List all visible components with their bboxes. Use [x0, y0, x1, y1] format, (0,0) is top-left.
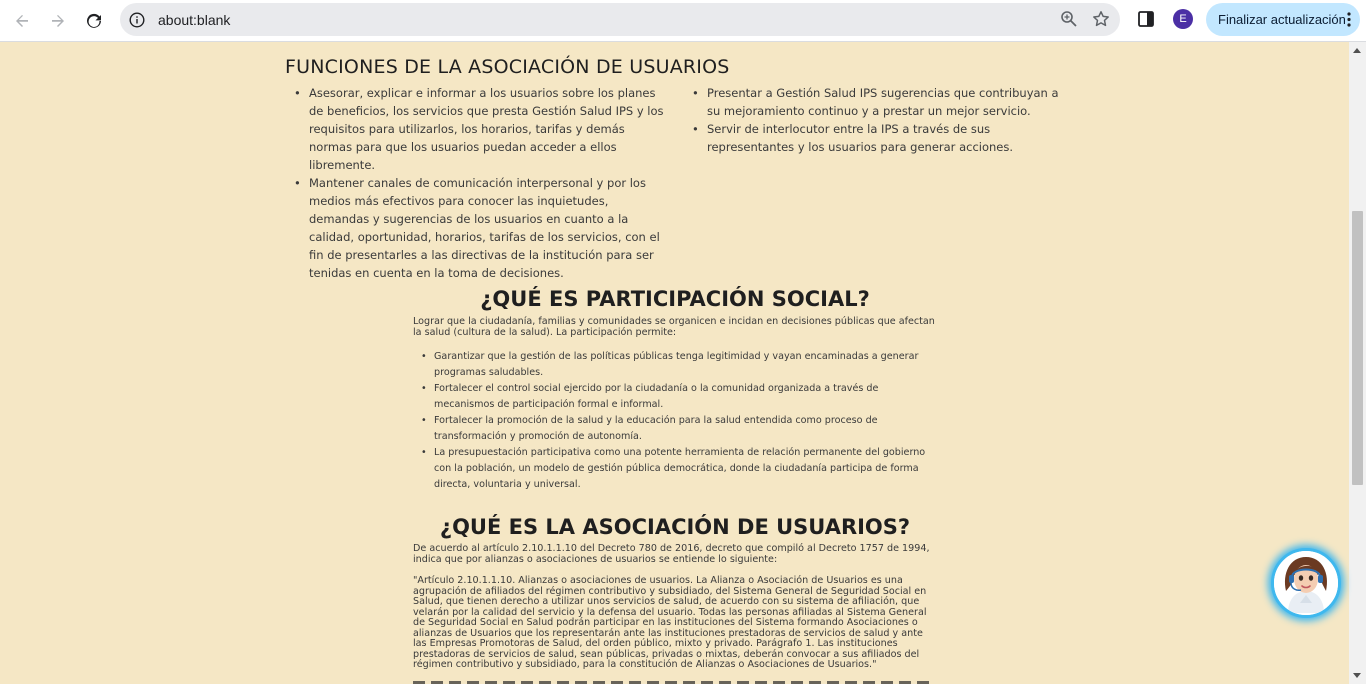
chat-assistant-button[interactable] — [1271, 548, 1341, 618]
page-content — [0, 42, 1349, 684]
participation-heading: ¿QUÉ ES PARTICIPACIÓN SOCIAL? — [480, 287, 870, 311]
profile-avatar[interactable]: E — [1173, 9, 1193, 29]
assistant-avatar-icon — [1274, 551, 1338, 615]
reload-button[interactable] — [80, 7, 108, 35]
participation-intro: Lograr que la ciudadanía, familias y comunidades se organicen e incidan en decisiones públicas que afectan la salud (cultura de la salud). La participación permite: — [413, 316, 935, 338]
reload-icon — [86, 13, 102, 29]
browser-toolbar — [0, 0, 1366, 42]
list-item: • Asesorar, explicar e informar a los usuarios sobre los planes de beneficios, los servicios que presta Gestión Salud IPS y los requisitos para utilizarlos, los horarios, tarifas y demás normas para que los usuarios puedan acceder a ellos libremente. — [292, 84, 667, 174]
scrollbar-thumb[interactable] — [1352, 211, 1363, 485]
forward-button[interactable] — [44, 7, 72, 35]
scroll-down-icon[interactable] — [1353, 673, 1361, 678]
list-item: • Fortalecer el control social ejercido por la ciudadanía o la comunidad organizada a través de mecanismos de participación formal e informal. — [413, 381, 935, 413]
update-button-label: Finalizar actualización — [1218, 12, 1346, 27]
side-panel-icon[interactable] — [1137, 10, 1157, 30]
page-scrollbar[interactable] — [1349, 42, 1366, 684]
list-item: • Mantener canales de comunicación interpersonal y por los medios más efectivos para conocer las inquietudes, demandas y sugerencias de los usuarios en cuanto a la calidad, oportunidad, horarios, tarifas de los servicios, con el fin de presentarles a las directivas de la institución para ser tenidas en cuenta en la toma de decisiones. — [292, 174, 667, 282]
association-intro: De acuerdo al artículo 2.10.1.1.10 del Decreto 780 de 2016, decreto que compiló al Decreto 1757 de 1994, indica que por alianzas o asociaciones de usuarios se entiende lo siguiente: — [413, 543, 930, 565]
functions-left-column — [292, 84, 667, 282]
back-button[interactable] — [8, 7, 36, 35]
address-bar[interactable] — [120, 3, 1120, 36]
functions-right-column — [690, 84, 1065, 156]
list-item: • Servir de interlocutor entre la IPS a través de sus representantes y los usuarios para generar acciones. — [690, 120, 1065, 156]
list-item: • Fortalecer la promoción de la salud y la educación para la salud entendida como proceso de transformación y promoción de autonomía. — [413, 413, 935, 445]
association-heading: ¿QUÉ ES LA ASOCIACIÓN DE USUARIOS? — [439, 515, 911, 539]
zoom-icon[interactable] — [1060, 10, 1078, 32]
arrow-right-icon — [50, 13, 66, 29]
more-vertical-icon[interactable] — [1347, 12, 1351, 30]
bookmark-star-icon[interactable] — [1092, 10, 1110, 32]
list-item: • La presupuestación participativa como una potente herramienta de relación permanente del gobierno con la población, un modelo de gestión pública democrática, donde la ciudadanía participa de forma directa, voluntaria y universal. — [413, 445, 935, 493]
list-item: • Garantizar que la gestión de las políticas públicas tenga legitimidad y vayan encaminadas a generar programas saludables. — [413, 349, 935, 381]
site-info-icon[interactable] — [128, 11, 146, 29]
next-heading-clipped — [413, 678, 935, 684]
arrow-left-icon — [14, 13, 30, 29]
list-item: • Presentar a Gestión Salud IPS sugerencias que contribuyan a su mejoramiento continuo y a prestar un mejor servicio. — [690, 84, 1065, 120]
association-quote: "Artículo 2.10.1.1.10. Alianzas o asociaciones de usuarios. La Alianza o Asociación de Usuarios es una agrupación de afiliados del régimen contributivo y subsidiado, del Sistema General de Seguridad Social en Salud, que tienen derecho a utilizar unos servicios de salud, de acuerdo con su sistema de afiliación, que velarán por la calidad del servicio y la defensa del usuario. Todas las personas afiliadas al Sistema General de Seguridad Social en Salud podrán participar en las instituciones del Sistema formando Asociaciones o alianzas de Usuarios que los representarán ante las instituciones prestadoras de servicios de salud y ante las Empresas Promotoras de Salud, del orden público, mixto y privado. Parágrafo 1. Las instituciones prestadoras de servicios de salud, sean públicas, privadas o mixtas, deberán convocar a sus afiliados del régimen contributivo y subsidiado, para la constitución de Alianzas o Asociaciones de Usuarios." — [413, 575, 927, 670]
update-button[interactable] — [1206, 3, 1360, 36]
participation-list — [413, 349, 935, 493]
scroll-up-icon[interactable] — [1353, 48, 1361, 53]
functions-heading: FUNCIONES DE LA ASOCIACIÓN DE USUARIOS — [285, 56, 730, 78]
url-text[interactable]: about:blank — [158, 11, 231, 28]
